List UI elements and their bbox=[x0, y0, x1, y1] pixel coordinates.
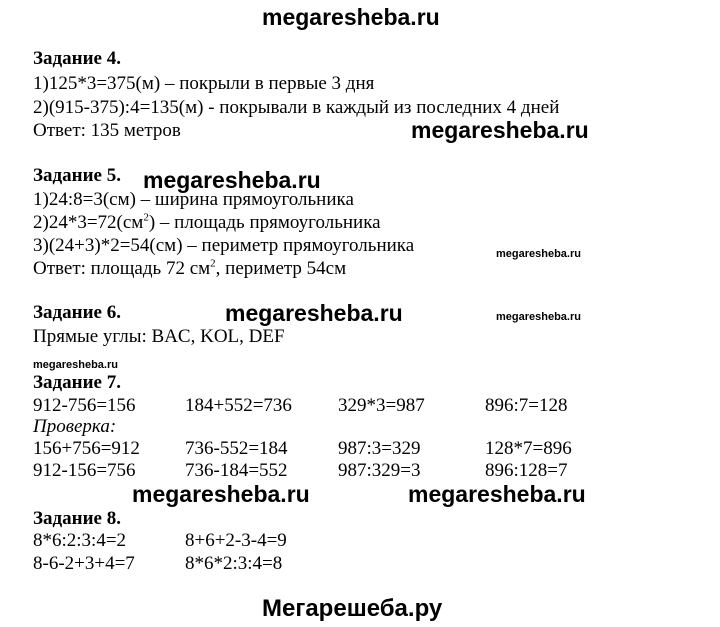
task5-line3: 3)(24+3)*2=54(см) – периметр прямоугольника bbox=[33, 235, 415, 256]
watermark-bottom: Мегарешеба.ру bbox=[262, 595, 443, 622]
task8-r1c1: 8*6:2:3:4=2 bbox=[33, 530, 127, 551]
task7-r3c3: 987:329=3 bbox=[338, 460, 421, 481]
task8-r1c2: 8+6+2-3-4=9 bbox=[185, 530, 287, 551]
task7-r2c1: 156+756=912 bbox=[33, 438, 140, 459]
task7-r1c1: 912-756=156 bbox=[33, 395, 136, 416]
task7-r1c4: 896:7=128 bbox=[485, 395, 568, 416]
task7-r2c3: 987:3=329 bbox=[338, 438, 421, 459]
task8-r2c1: 8-6-2+3+4=7 bbox=[33, 553, 135, 574]
task5-line2: $2)24*3=72(см^2)$ – площадь прямоугольника bbox=[33, 211, 381, 233]
task7-r1c2: 184+552=736 bbox=[185, 395, 292, 416]
task7-r3c4: 896:128=7 bbox=[485, 460, 568, 481]
task4-line2: 2)(915-375):4=135(м) - покрывали в каждый из последних 4 дней bbox=[33, 97, 560, 118]
task7-r3c2: 736-184=552 bbox=[185, 460, 288, 481]
task8-title: Задание 8. bbox=[33, 508, 121, 529]
watermark-task7-left: megaresheba.ru bbox=[132, 481, 310, 507]
task8-r2c2: 8*6*2:3:4=8 bbox=[185, 553, 283, 574]
task4-line1: 1)125*3=375(м) – покрыли в первые 3 дня bbox=[33, 73, 375, 94]
watermark-task7-small: megaresheba.ru bbox=[33, 359, 118, 371]
task7-check-label: Проверка: bbox=[33, 416, 117, 437]
task5-answer: Ответ: площадь 72 $см^2$, периметр 54см bbox=[33, 257, 347, 279]
task6-title: Задание 6. bbox=[33, 302, 121, 323]
watermark-task4: megaresheba.ru bbox=[411, 117, 589, 143]
task5-line1: 1)24:8=3(см) – ширина прямоугольника bbox=[33, 189, 354, 210]
task7-title: Задание 7. bbox=[33, 372, 121, 393]
task6-line1: Прямые углы: BAC, KOL, DEF bbox=[33, 326, 285, 347]
task7-r3c1: 912-156=756 bbox=[33, 460, 136, 481]
watermark-task6-small: megaresheba.ru bbox=[496, 311, 581, 323]
watermark-task5-small: megaresheba.ru bbox=[496, 248, 581, 260]
task4-answer: Ответ: 135 метров bbox=[33, 120, 181, 141]
task5-title: Задание 5. bbox=[33, 165, 121, 186]
task7-r2c4: 128*7=896 bbox=[485, 438, 572, 459]
watermark-task6: megaresheba.ru bbox=[225, 300, 403, 326]
watermark-task7-right: megaresheba.ru bbox=[408, 481, 586, 507]
task4-title: Задание 4. bbox=[33, 48, 121, 69]
watermark-top: megaresheba.ru bbox=[262, 4, 440, 30]
task7-r2c2: 736-552=184 bbox=[185, 438, 288, 459]
task7-r1c3: 329*3=987 bbox=[338, 395, 425, 416]
watermark-task5: megaresheba.ru bbox=[143, 167, 321, 193]
